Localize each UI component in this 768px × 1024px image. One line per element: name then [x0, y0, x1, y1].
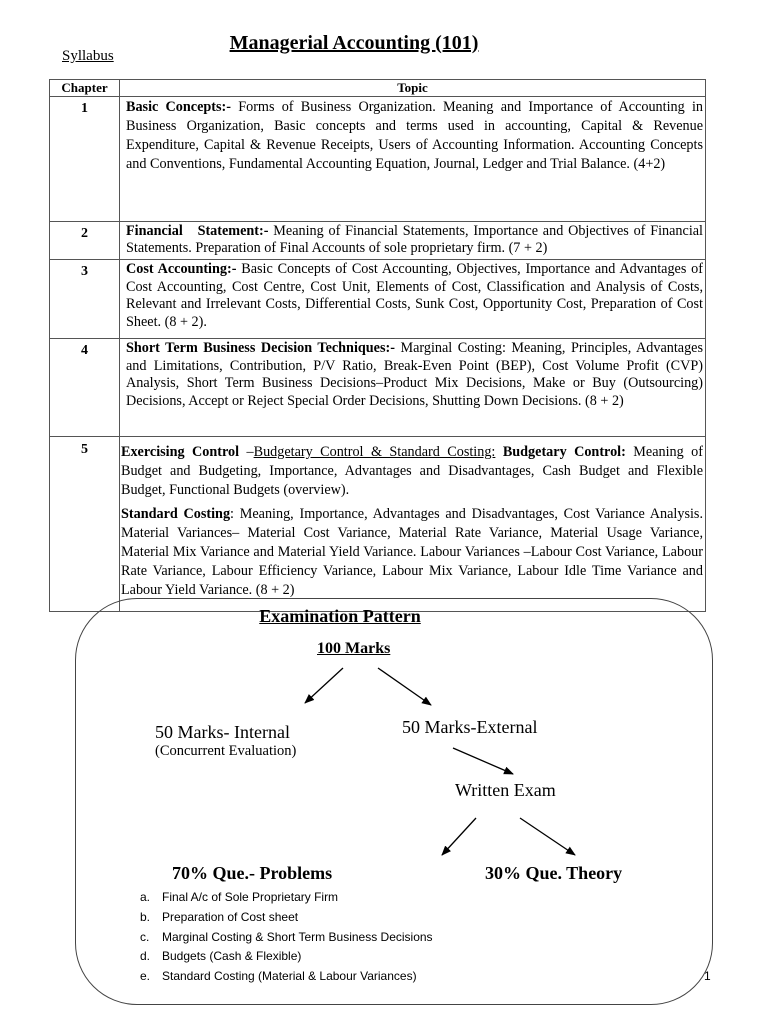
chapter-number: 4 — [50, 339, 120, 437]
topic-heading: Short Term Business Decision Techniques:- — [126, 340, 395, 356]
topic-body: Meaning of Budget and Budgeting, Importance, Advantages and Disadvantages, Cash Budget and Flexible Budget, Functional Budgets (overview). — [121, 444, 703, 498]
list-item — [140, 928, 433, 948]
list-item — [140, 908, 433, 928]
list-item — [140, 967, 433, 987]
list-item-text: Standard Costing (Material & Labour Variances) — [162, 969, 417, 984]
arrow-to-external — [378, 668, 431, 705]
internal-evaluation-note: (Concurrent Evaluation) — [155, 743, 297, 759]
heading-dash: – — [239, 444, 254, 460]
chapter-number: 5 — [50, 437, 120, 612]
topic-heading: Financial Statement:- — [126, 223, 269, 239]
list-marker: a. — [140, 890, 151, 904]
topic-subheading-bold: Budgetary Control: — [495, 444, 626, 460]
topic-body: Meaning of Financial Statements, Importance and Objectives of Financial Statements. Preparation of Final Accounts of sole proprietary firm. (7 + 2) — [126, 223, 703, 256]
page-number: 1 — [704, 969, 711, 983]
internal-marks: 50 Marks- Internal — [155, 722, 290, 742]
arrow-to-written — [453, 748, 513, 774]
list-marker: c. — [140, 929, 150, 944]
chapter-number: 2 — [50, 222, 120, 260]
list-marker: b. — [140, 909, 151, 924]
topic-subheading: Budgetary Control & Standard Costing: — [253, 444, 496, 460]
topic-body: Forms of Business Organization. Meaning and Importance of Accounting in Business Organization, Basic concepts and terms used in accounting, Capital & Revenue Expenditure, Capital & Revenue Receipts, Users of Accounting Information. Accounting Concepts and Conventions, Fundamental Accounting Equation, Journal, Ledger and Trial Balance. (4+2) — [126, 99, 703, 172]
arrow-to-internal — [305, 668, 343, 703]
written-exam: Written Exam — [455, 780, 556, 800]
total-marks: 100 Marks — [317, 640, 391, 657]
arrow-to-theory — [520, 818, 575, 855]
column-header-topic: Topic — [120, 80, 706, 97]
topic-heading: Cost Accounting:- — [126, 261, 237, 277]
list-item-text: Final A/c of Sole Proprietary Firm — [162, 890, 339, 904]
exam-pattern-title: Examination Pattern — [259, 606, 421, 626]
list-item — [140, 888, 433, 908]
topic-body: Basic Concepts of Cost Accounting, Objectives, Importance and Advantages of Cost Accounting, Cost Centre, Cost Unit, Elements of Cost, Classification and Analysis of Costs, Relevant and Irrelevant Costs, Differential Costs, Sunk Cost, Opportunity Cost, Preparation of Cost Sheet. (8 + 2). — [126, 261, 703, 330]
page-title: Managerial Accounting (101) — [229, 32, 479, 54]
column-header-chapter: Chapter — [50, 80, 120, 97]
syllabus-label: Syllabus — [62, 48, 114, 64]
list-marker: d. — [140, 949, 151, 964]
list-marker: e. — [140, 969, 151, 984]
topic-heading-2: Standard Costing — [121, 506, 231, 522]
list-item-text: Budgets (Cash & Flexible) — [162, 949, 302, 964]
list-item — [140, 947, 433, 967]
topic-heading: Exercising Control — [121, 444, 240, 460]
problems-share: 70% Que.- Problems — [172, 863, 333, 883]
list-item-text: Preparation of Cost sheet — [162, 909, 299, 924]
topic-body: Marginal Costing: Meaning, Principles, Advantages and Limitations, Contribution, P/V Ratio, Break-Even Point (BEP), Cost Volume Profit (CVP) Analysis, Short Term Business Decisions–Product Mix Decisions, Make or Buy (Outsourcing) Decisions, Accept or Reject Special Order Decisions, Shutting Down Decisions. (8 + 2) — [126, 340, 703, 409]
topic-heading: Basic Concepts:- — [126, 99, 231, 115]
list-item-text: Marginal Costing & Short Term Business Decisions — [162, 929, 433, 944]
topic-body-2: : Meaning, Importance, Advantages and Disadvantages, Cost Variance Analysis. Material Variances– Material Cost Variance, Material Rate Variance, Material Usage Variance, Material Mix Variance and Material Yield Variance. Labour Variances –Labour Cost Variance, Labour Rate Variance, Labour Efficiency Variance, Labour Mix Variance, Labour Idle Time Variance and Labour Yield Variance. (8 + 2) — [121, 506, 703, 598]
chapter-number: 3 — [50, 260, 120, 339]
theory-share: 30% Que. Theory — [485, 863, 623, 883]
problem-topics-list — [140, 888, 433, 987]
arrow-to-problems — [442, 818, 476, 855]
external-marks: 50 Marks-External — [402, 717, 538, 737]
chapter-number: 1 — [50, 97, 120, 222]
